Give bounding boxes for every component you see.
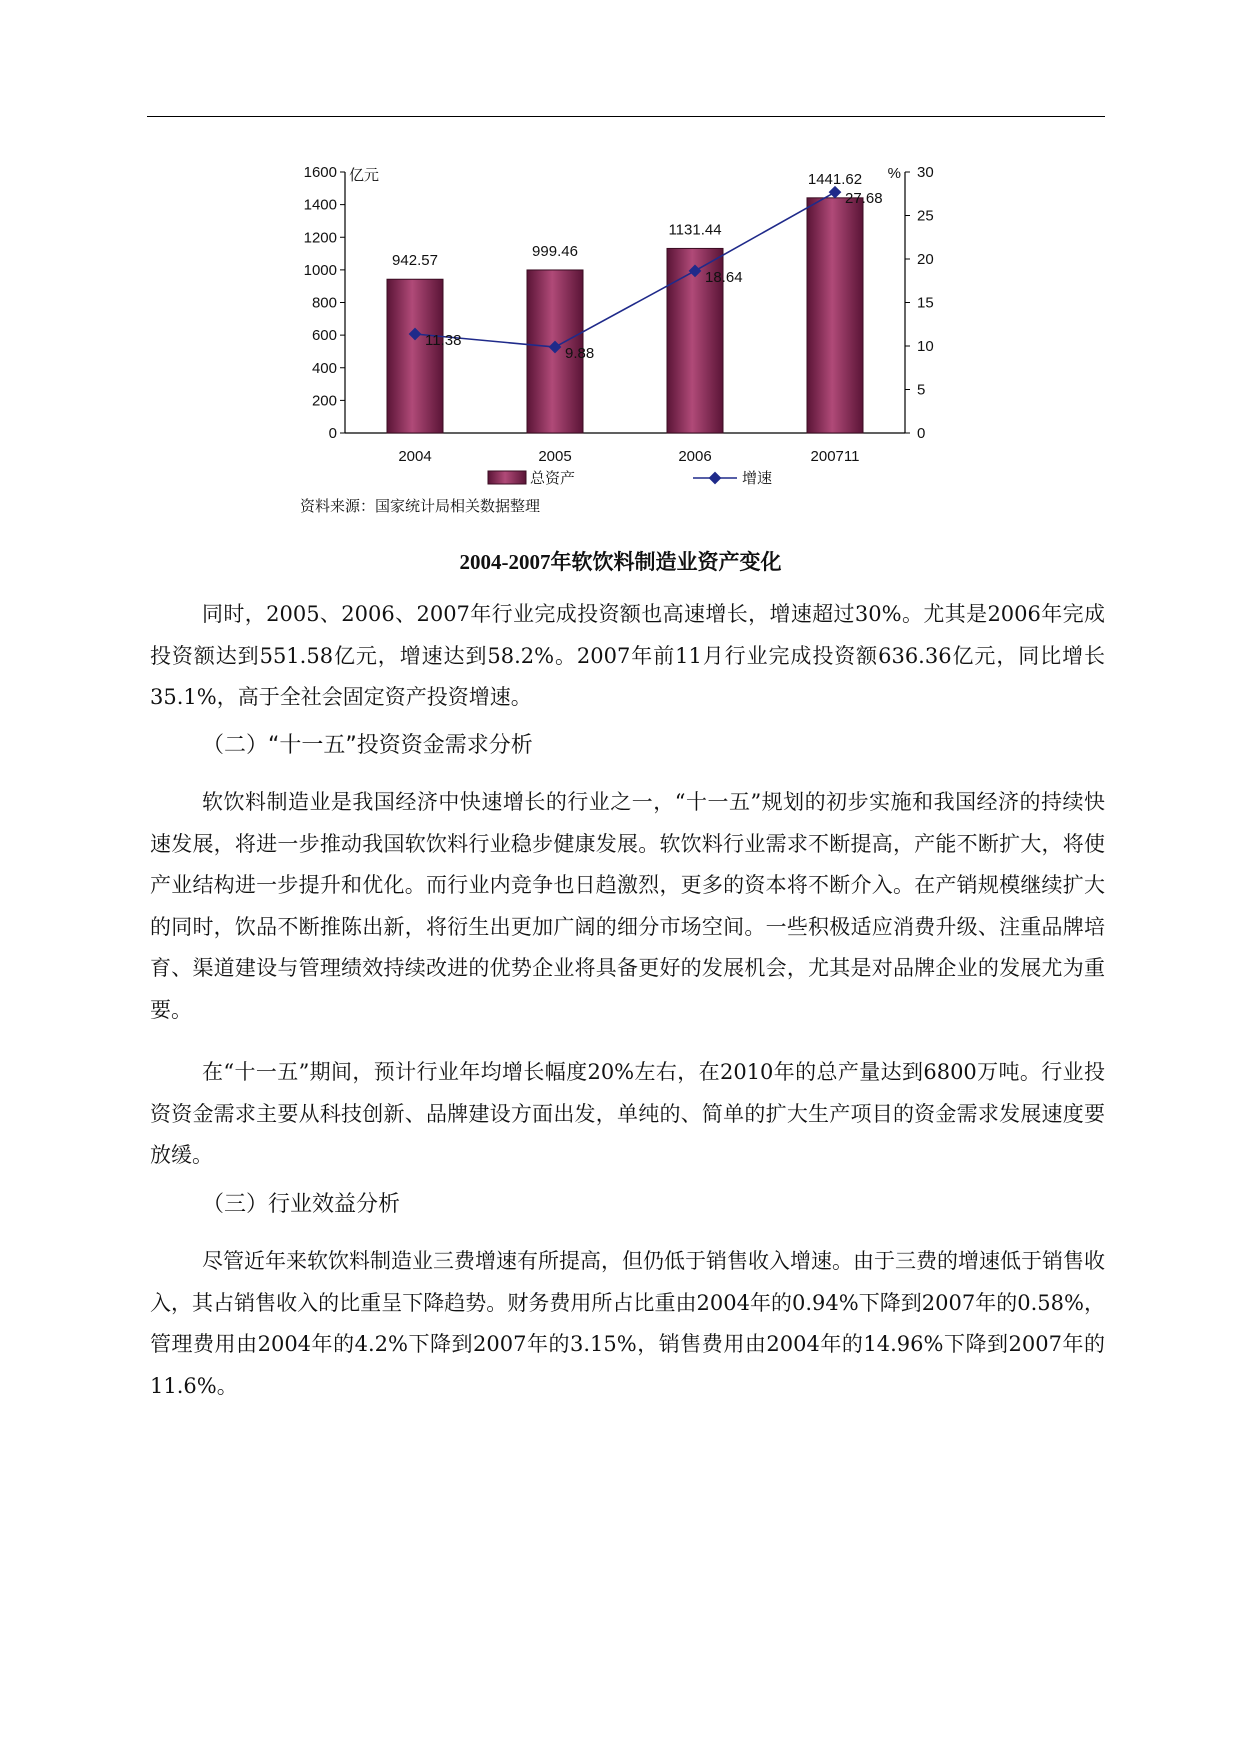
- source-note: 资料来源：国家统计局相关数据整理: [300, 497, 541, 515]
- growth-value-label: 27.68: [845, 190, 883, 208]
- legend-line-label: 增速: [742, 470, 773, 487]
- left-tick-label: 1000: [303, 261, 337, 279]
- bar-value-label: 1441.62: [807, 170, 863, 188]
- x-tick-label: 200711: [810, 448, 860, 465]
- paragraph-efficiency: 尽管近年来软饮料制造业三费增速有所提高，但仍低于销售收入增速。由于三费的增速低于销售收入，其占销售收入的比重呈下降趋势。财务费用所占比重由2004年的0.94%下降到2007年的0.58%，管理费用由2004年的4.2%下降到2007年的3.15%，销售费用由2004年的14.96%下降到2007年的11.6%。: [150, 1249, 1105, 1398]
- header-rule: [147, 116, 1105, 117]
- left-tick-label: 400: [311, 359, 337, 377]
- right-tick-label: 5: [917, 381, 926, 399]
- growth-value-label: 18.64: [705, 268, 743, 286]
- left-tick-label: 1200: [303, 229, 337, 247]
- bar-value-label: 999.46: [532, 242, 578, 260]
- right-tick-label: 0: [917, 425, 926, 442]
- bar: [807, 198, 863, 433]
- assets-chart: [270, 150, 970, 515]
- section-heading-2: （二）“十一五”投资资金需求分析: [202, 733, 533, 758]
- right-tick-label: 15: [917, 294, 934, 312]
- section-heading-3: （三）行业效益分析: [202, 1192, 401, 1217]
- x-tick-label: 2005: [538, 448, 572, 465]
- left-tick-label: 200: [311, 392, 337, 410]
- right-tick-label: 30: [917, 164, 934, 181]
- growth-line: [415, 192, 835, 347]
- left-tick-label: 600: [311, 327, 337, 345]
- legend-line-marker: [709, 472, 722, 485]
- right-unit-label: %: [887, 165, 901, 182]
- bar: [387, 279, 443, 433]
- x-tick-label: 2004: [398, 448, 432, 465]
- chart-caption: 2004-2007年软饮料制造业资产变化: [459, 550, 782, 574]
- paragraph-investment: 同时，2005、2006、2007年行业完成投资额也高速增长，增速超过30%。尤其是2006年完成投资额达到551.58亿元，增速达到58.2%。2007年前11月行业完成投资额636.36亿元，同比增长35.1%，高于全社会固定资产投资增速。: [150, 602, 1105, 709]
- right-tick-label: 20: [917, 251, 934, 268]
- paragraph-demand: 软饮料制造业是我国经济中快速增长的行业之一，“十一五”规划的初步实施和我国经济的持续快速发展，将进一步推动我国软饮料行业稳步健康发展。软饮料行业需求不断提高，产能不断扩大，将使产业结构进一步提升和优化。而行业内竞争也日趋激烈，更多的资本将不断介入。在产销规模继续扩大的同时，饮品不断推陈出新，将衍生出更加广阔的细分市场空间。一些积极适应消费升级、注重品牌培育、渠道建设与管理绩效持续改进的优势企业将具备更好的发展机会，尤其是对品牌企业的发展尤为重要。: [150, 790, 1105, 1022]
- bar-value-label: 1131.44: [668, 221, 722, 239]
- left-unit-label: 亿元: [349, 167, 380, 184]
- legend-bar-swatch: [488, 471, 526, 484]
- left-tick-label: 0: [328, 425, 337, 442]
- bar-value-label: 942.57: [392, 252, 438, 270]
- x-tick-label: 2006: [678, 448, 712, 465]
- growth-value-label: 9.88: [565, 345, 595, 363]
- right-tick-label: 25: [917, 207, 934, 225]
- legend-bar-label: 总资产: [530, 470, 576, 487]
- left-tick-label: 1400: [303, 196, 337, 214]
- growth-value-label: 11.38: [425, 331, 462, 349]
- paragraph-forecast: 在“十一五”期间，预计行业年均增长幅度20%左右，在2010年的总产量达到6800万吨。行业投资资金需求主要从科技创新、品牌建设方面出发，单纯的、简单的扩大生产项目的资金需求发展速度要放缓。: [150, 1060, 1105, 1167]
- left-tick-label: 1600: [303, 164, 337, 181]
- left-tick-label: 800: [311, 294, 337, 312]
- right-tick-label: 10: [917, 338, 934, 355]
